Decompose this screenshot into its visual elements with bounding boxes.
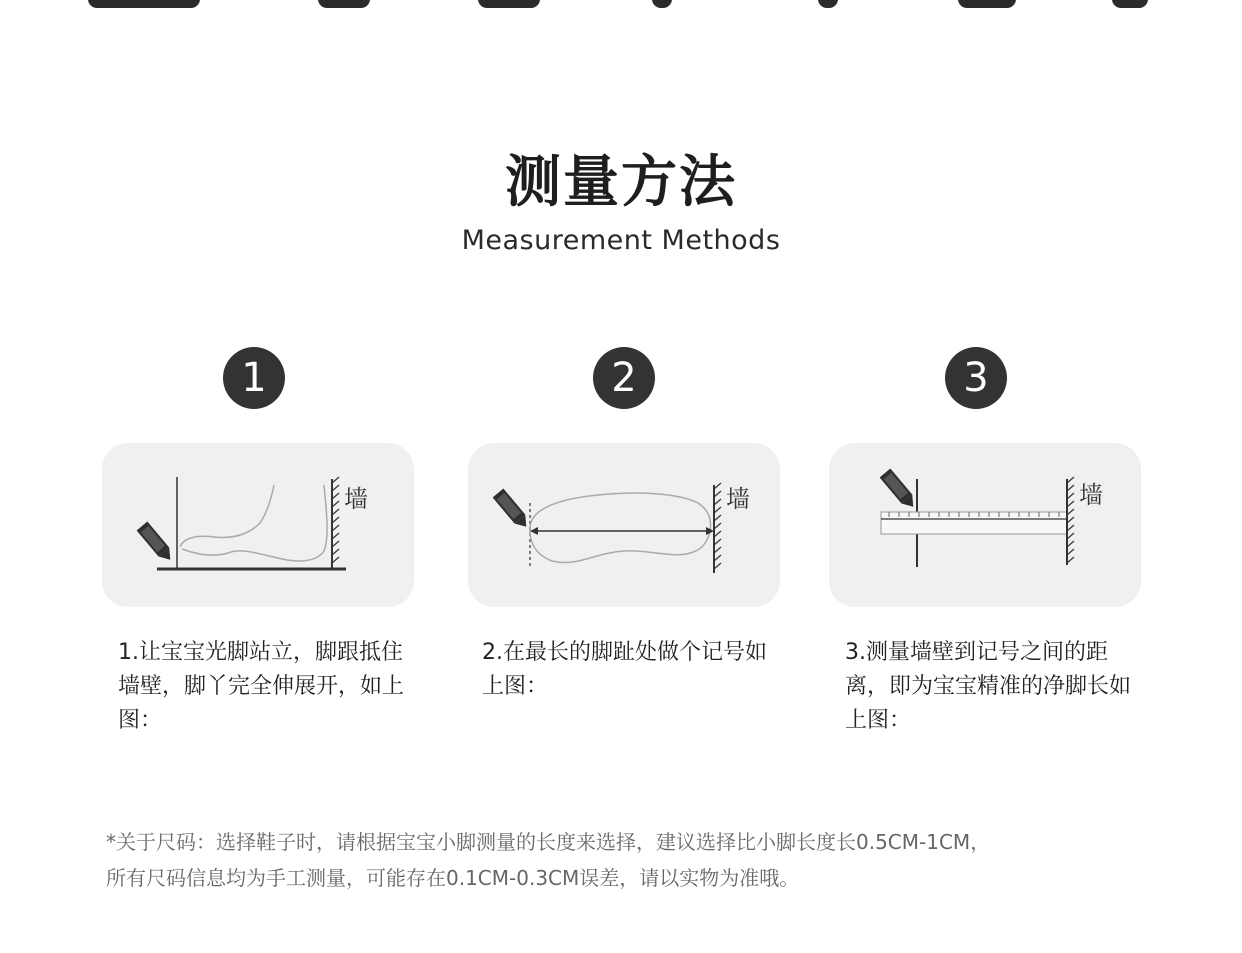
step-1-badge: 1 <box>223 347 285 409</box>
size-footnote-line-1: *关于尺码：选择鞋子时，请根据宝宝小脚测量的长度来选择，建议选择比小脚长度长0.5CM-1CM， <box>106 830 991 854</box>
pencil-icon <box>137 522 176 565</box>
step-2-badge: 2 <box>593 347 655 409</box>
step-3-illustration <box>829 443 1141 607</box>
ruler-icon <box>881 512 1067 534</box>
step-3-description: 3.测量墙壁到记号之间的距离，即为宝宝精准的净脚长如上图： <box>845 640 1132 733</box>
pencil-icon <box>880 469 919 512</box>
step-2-description: 2.在最长的脚趾处做个记号如上图： <box>482 640 767 699</box>
step-1-description: 1.让宝宝光脚站立，脚跟抵住墙壁，脚丫完全伸展开，如上图： <box>118 640 405 733</box>
top-nav-strip-cropped <box>0 0 1242 14</box>
wall-label: 墙 <box>726 485 750 513</box>
step-1-illustration-card <box>102 443 414 607</box>
wall-label: 墙 <box>1079 481 1103 509</box>
step-2-illustration <box>468 443 780 607</box>
size-footnote-line-2: 所有尺码信息均为手工测量，可能存在0.1CM-0.3CM误差，请以实物为准哦。 <box>106 866 800 890</box>
pencil-icon <box>493 489 532 532</box>
step-1-illustration <box>102 443 414 607</box>
wall-label: 墙 <box>344 485 368 513</box>
step-3-illustration-card <box>829 443 1141 607</box>
step-3-badge: 3 <box>945 347 1007 409</box>
page-subtitle: Measurement Methods <box>461 225 781 256</box>
size-footnote <box>106 824 1146 896</box>
step-2-illustration-card <box>468 443 780 607</box>
page-title: 测量方法 <box>505 150 737 215</box>
